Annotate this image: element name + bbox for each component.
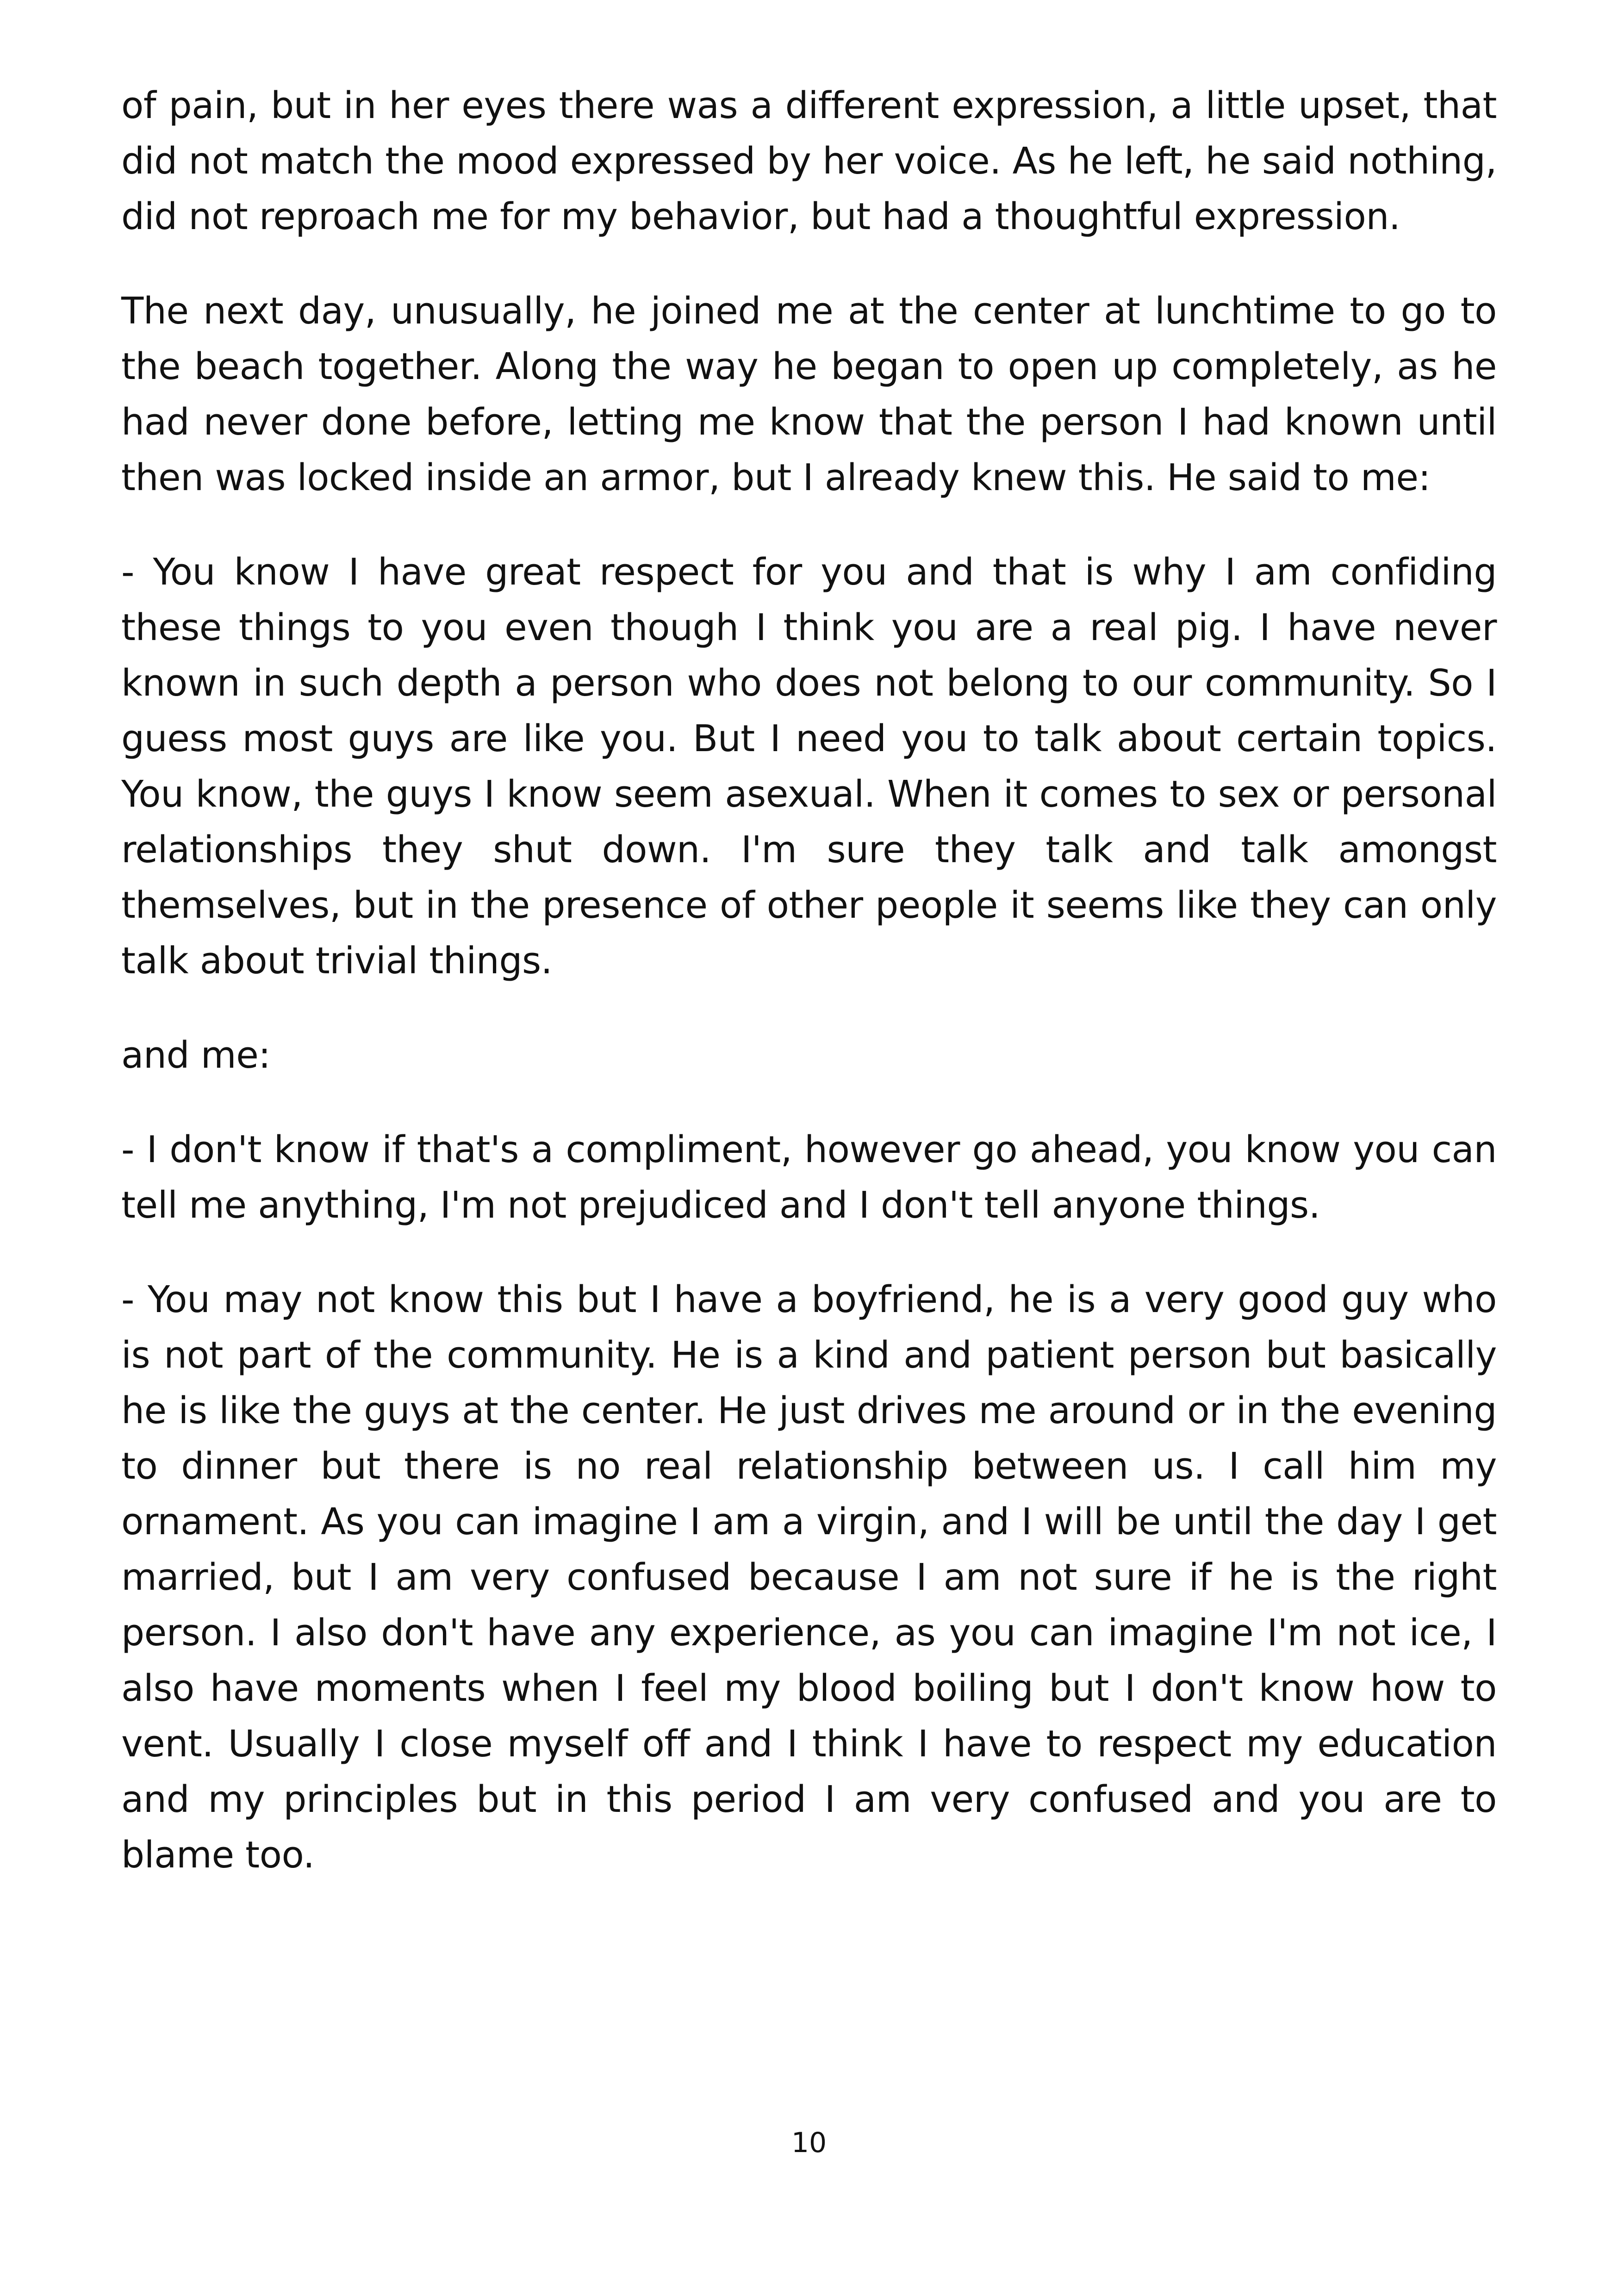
paragraph-5: - I don't know if that's a compliment, however go ahead, you know you can tell me anything, I'm not prejudiced and I don't tell anyone things. (121, 1128, 1497, 1226)
paragraph-2: The next day, unusually, he joined me at the center at lunchtime to go to the beach together. Along the way he began to open up completely, as he had never done before, letting me know that the person I had known until then was locked inside an armor, but I already knew this. He said to me: (121, 290, 1497, 499)
body-text (121, 78, 1497, 1922)
page-number: 10 (791, 2127, 827, 2159)
paragraph-4: and me: (121, 1034, 271, 1076)
paragraph-1: of pain, but in her eyes there was a different expression, a little upset, that did not match the mood expressed by her voice. As he left, he said nothing, did not reproach me for my behavior, but had a thoughtful expression. (121, 84, 1497, 238)
paragraph-6: - You may not know this but I have a boyfriend, he is a very good guy who is not part of the community. He is a kind and patient person but basically he is like the guys at the center. He just drives me around or in the evening to dinner but there is no real relationship between us. I call him my ornament. As you can imagine I am a virgin, and I will be until the day I get married, but I am very confused because I am not sure if he is the right person. I also don't have any experience, as you can imagine I'm not ice, I also have moments when I feel my blood boiling but I don't know how to vent. Usually I close myself off and I think I have to respect my education and my principles but in this period I am very confused and you are to blame too. (121, 1278, 1497, 1876)
paragraph-3: - You know I have great respect for you and that is why I am confiding these things to you even though I think you are a real pig. I have never known in such depth a person who does not belong to our community. So I guess most guys are like you. But I need you to talk about certain topics. You know, the guys I know seem asexual. When it comes to sex or personal relationships they shut down. I'm sure they talk and talk amongst themselves, but in the presence of other people it seems like they can only talk about trivial things. (121, 551, 1497, 982)
